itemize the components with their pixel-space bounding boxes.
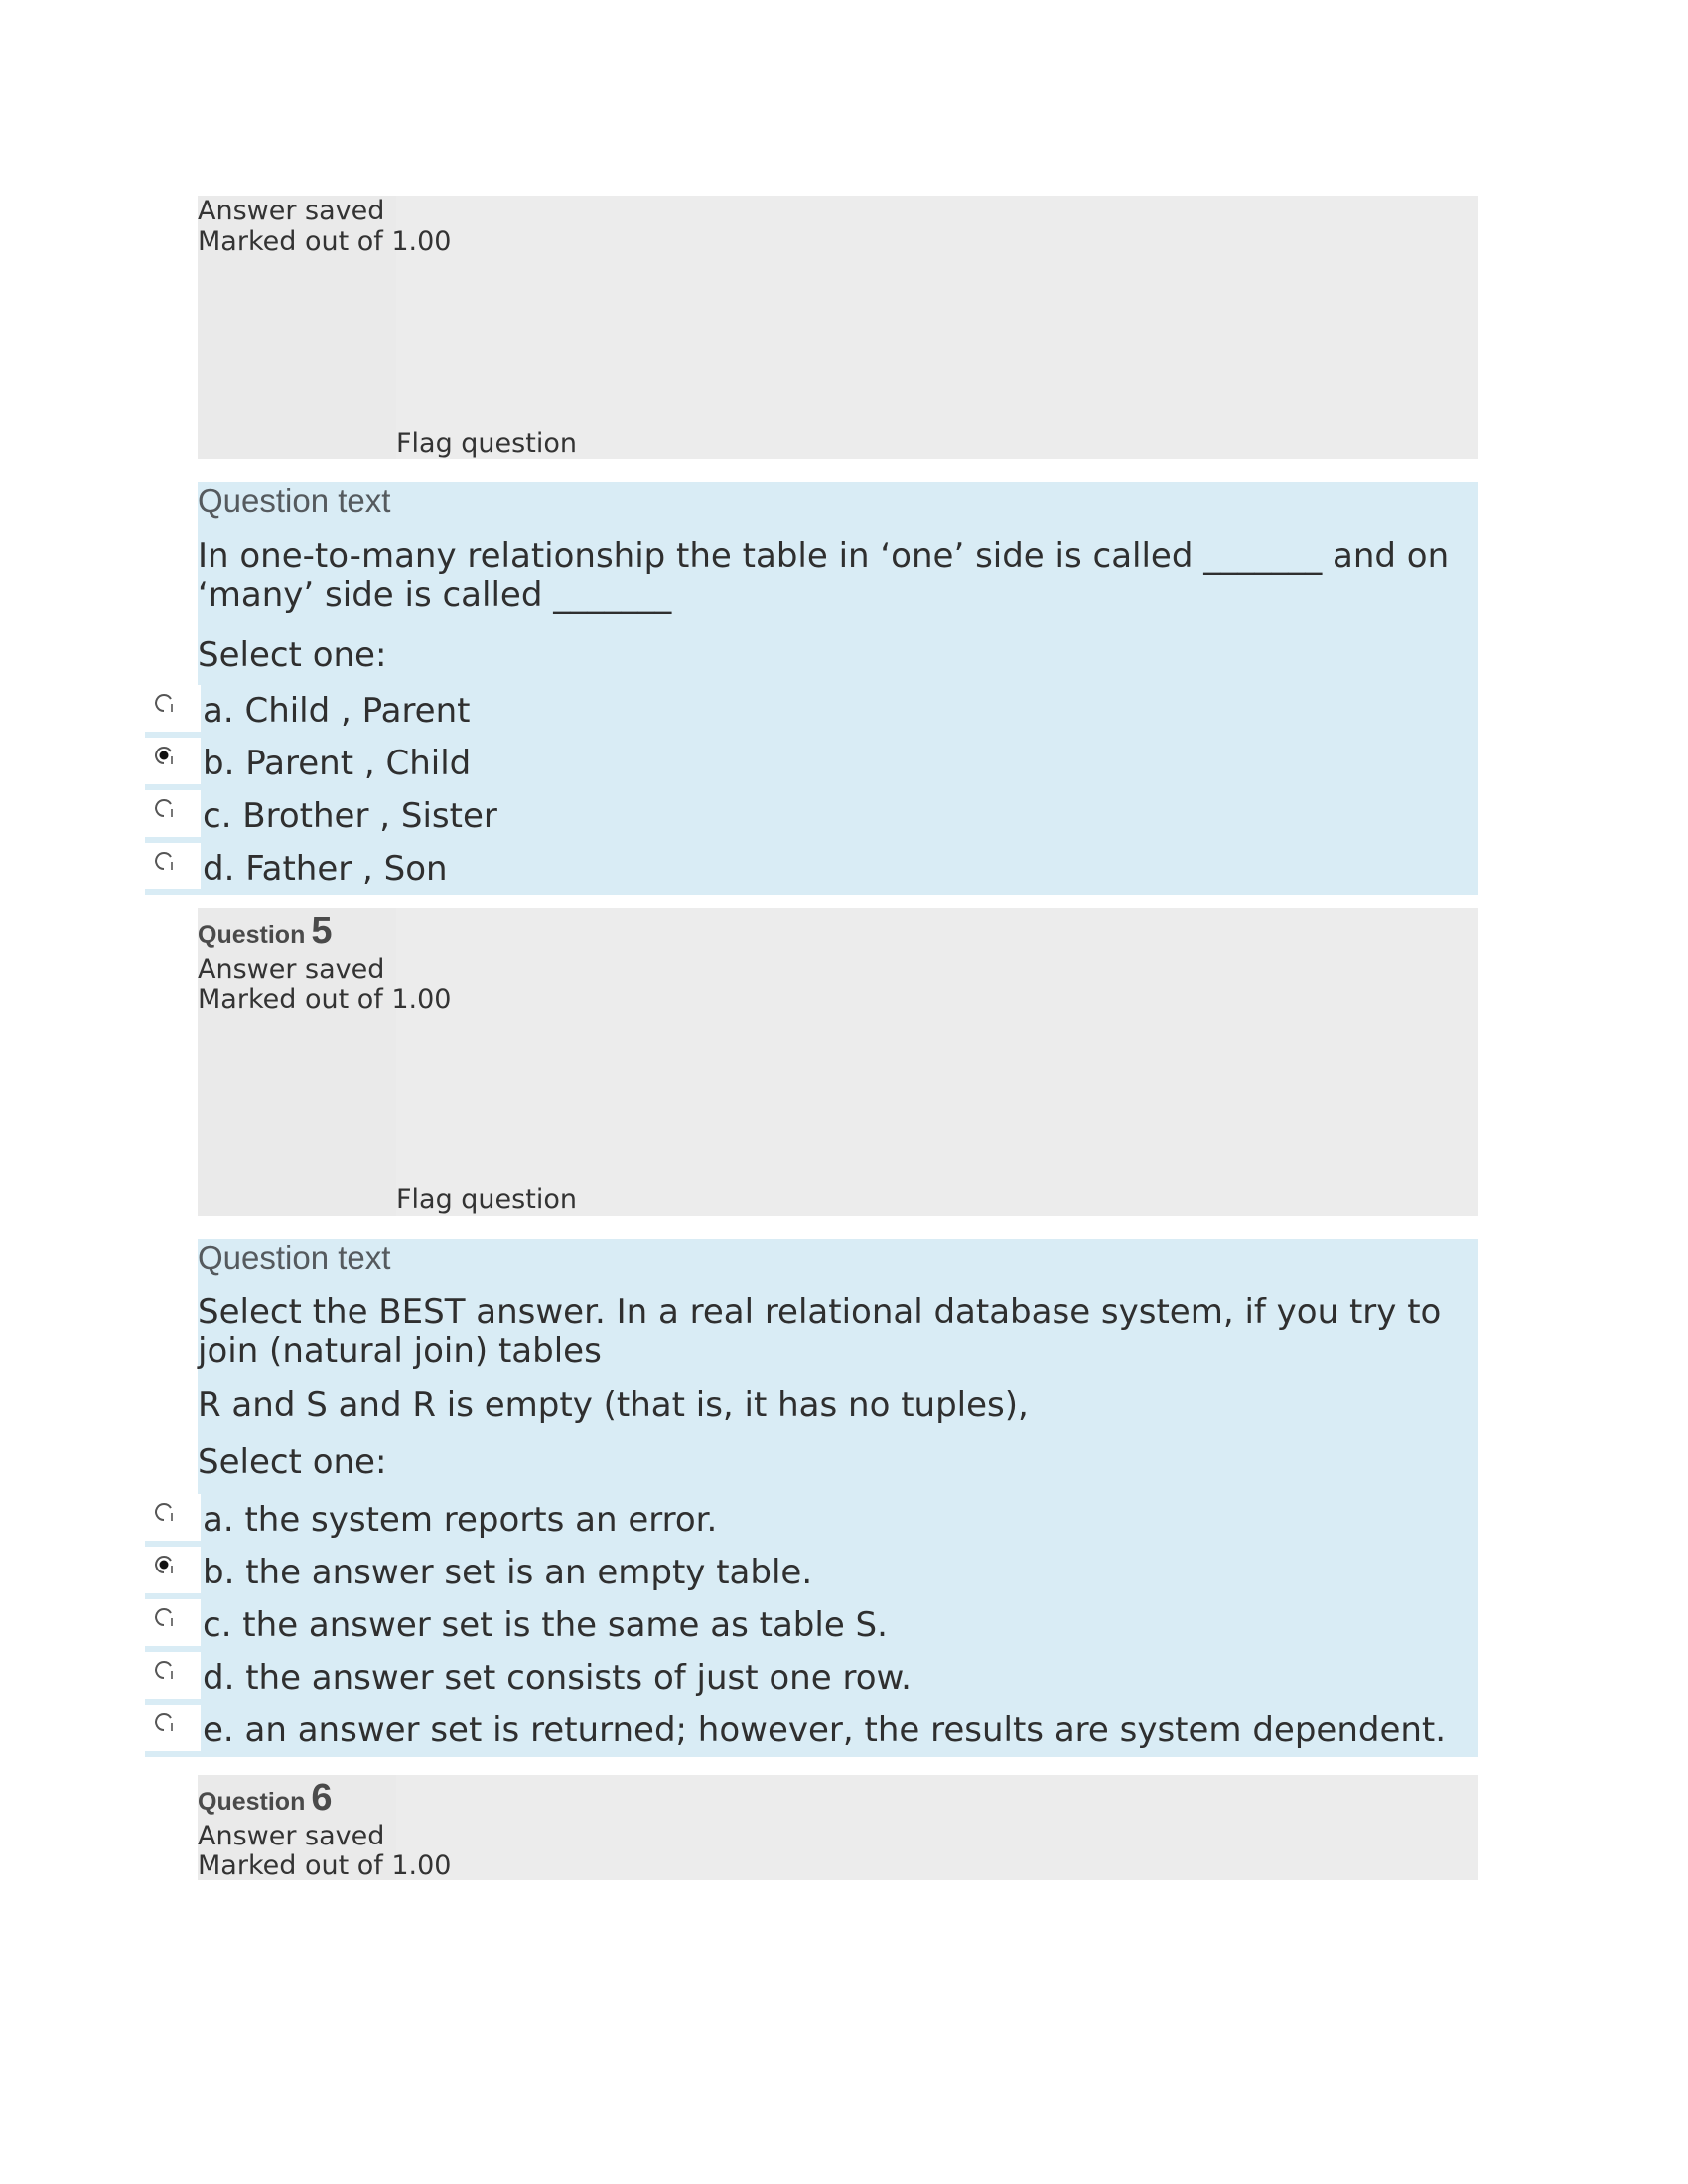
select-one-prompt: Select one: <box>198 635 387 675</box>
marked-out-of: Marked out of 1.00 <box>198 984 452 1015</box>
radio-cell <box>145 1705 201 1757</box>
radio-unselected-icon[interactable] <box>153 850 175 872</box>
answer-option[interactable] <box>145 1599 1478 1652</box>
radio-unselected-icon[interactable] <box>153 1659 175 1681</box>
answer-option[interactable] <box>145 738 1478 790</box>
question-number-value: 6 <box>311 1777 333 1819</box>
radio-cell <box>145 738 201 790</box>
option-label[interactable]: d. Father , Son <box>201 843 1478 895</box>
select-one-prompt: Select one: <box>198 1442 387 1482</box>
answer-option[interactable] <box>145 790 1478 843</box>
option-label[interactable]: b. Parent , Child <box>201 738 1478 790</box>
question-5-info <box>198 908 1478 1216</box>
question-text <box>198 537 1459 614</box>
question-text-line: ‘many’ side is called _______ <box>198 575 672 614</box>
question-text-label: Question text <box>198 1239 391 1276</box>
radio-cell <box>145 685 201 738</box>
answer-status: Answer saved <box>198 954 385 985</box>
question-text-label: Question text <box>198 482 391 519</box>
answer-option[interactable] <box>145 1547 1478 1599</box>
option-label[interactable]: a. the system reports an error. <box>201 1494 1478 1547</box>
radio-cell <box>145 1599 201 1652</box>
answer-status: Answer saved <box>198 1821 385 1851</box>
option-label[interactable]: b. the answer set is an empty table. <box>201 1547 1478 1599</box>
answer-option[interactable] <box>145 1494 1478 1547</box>
question-number <box>198 910 332 953</box>
answer-option[interactable] <box>145 685 1478 738</box>
radio-selected-icon[interactable] <box>153 1554 175 1575</box>
option-label[interactable]: c. the answer set is the same as table S. <box>201 1599 1478 1652</box>
question-number-value: 5 <box>311 910 333 952</box>
question-text-line: join (natural join) tables <box>198 1331 602 1371</box>
question-6-info <box>198 1775 1478 1880</box>
option-label[interactable]: c. Brother , Sister <box>201 790 1478 843</box>
question-number <box>198 1777 332 1820</box>
answer-option[interactable] <box>145 1652 1478 1705</box>
radio-unselected-icon[interactable] <box>153 1501 175 1523</box>
radio-cell <box>145 843 201 895</box>
question-word: Question <box>198 921 306 949</box>
radio-unselected-icon[interactable] <box>153 1606 175 1628</box>
question-word: Question <box>198 1788 306 1816</box>
radio-cell <box>145 1547 201 1599</box>
radio-unselected-icon[interactable] <box>153 797 175 819</box>
answer-option[interactable] <box>145 843 1478 895</box>
marked-out-of: Marked out of 1.00 <box>198 226 452 257</box>
question-4-info <box>198 196 1478 459</box>
option-label[interactable]: e. an answer set is returned; however, the results are system dependent. <box>201 1705 1478 1757</box>
radio-cell <box>145 1652 201 1705</box>
marked-out-of: Marked out of 1.00 <box>198 1850 452 1881</box>
option-label[interactable]: a. Child , Parent <box>201 685 1478 738</box>
flag-question-link[interactable]: Flag question <box>396 1184 577 1215</box>
radio-selected-icon[interactable] <box>153 745 175 766</box>
radio-cell <box>145 790 201 843</box>
option-label[interactable]: d. the answer set consists of just one row. <box>201 1652 1478 1705</box>
radio-cell <box>145 1494 201 1547</box>
question-text-line: In one-to-many relationship the table in ‘one’ side is called _______ and on <box>198 536 1450 576</box>
radio-unselected-icon[interactable] <box>153 1711 175 1733</box>
question-text <box>198 1294 1459 1371</box>
flag-question-link[interactable]: Flag question <box>396 428 577 459</box>
answer-option[interactable] <box>145 1705 1478 1757</box>
answer-status: Answer saved <box>198 196 385 226</box>
radio-unselected-icon[interactable] <box>153 692 175 714</box>
question-text-extra: R and S and R is empty (that is, it has no tuples), <box>198 1385 1029 1425</box>
question-text-line: Select the BEST answer. In a real relational database system, if you try to <box>198 1293 1442 1332</box>
